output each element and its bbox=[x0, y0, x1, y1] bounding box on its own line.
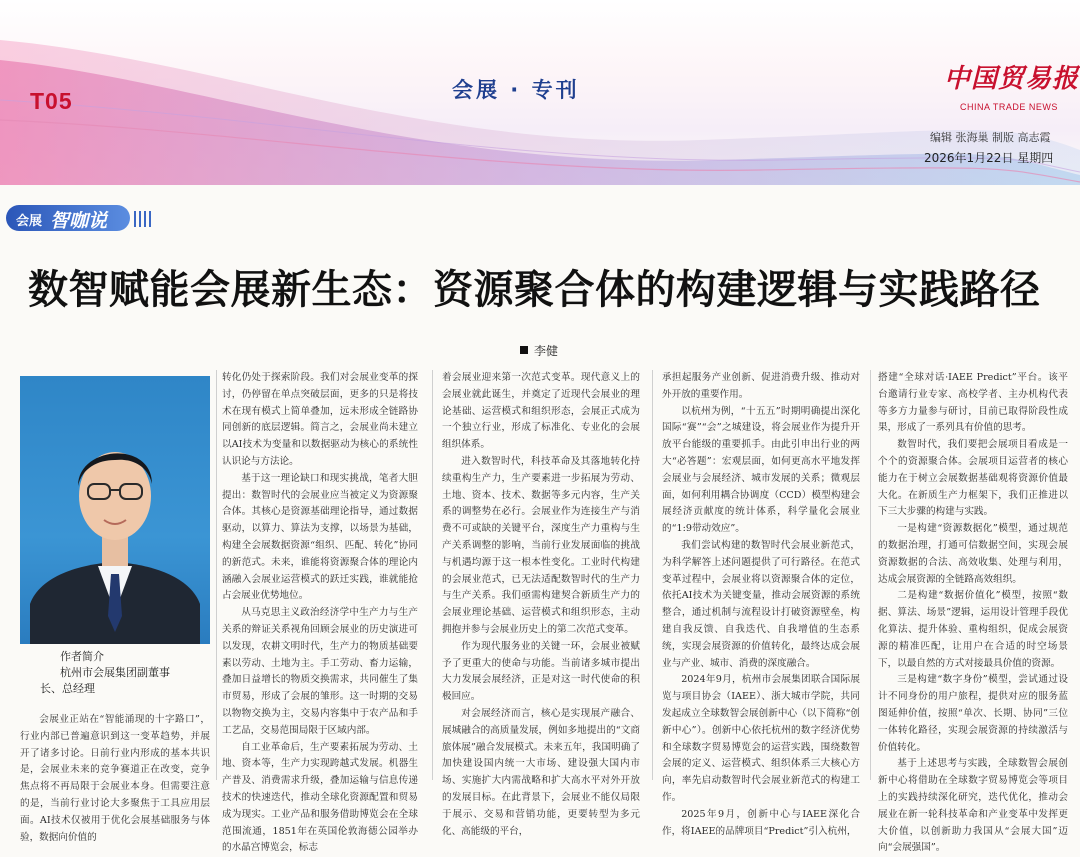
page-number: T05 bbox=[30, 88, 73, 114]
bio-title: 作者简介 bbox=[60, 650, 104, 663]
author-bio bbox=[20, 644, 210, 700]
paragraph: 进入数智时代，科技革命及其落地转化持续重构生产力，生产要素进一步拓展为劳动、土地、资本、技术、数据等多元内容，生产关系的调整势在必行。会展业作为连接生产与消费不可或缺的关键平台，深度生产力重构与生产关系调整的影响，当前行业发展面临的挑战与机遇均源于这一根本性变化。工业时代构建的会展业范式，已无法适配数智时代的生产力与生产关系。我们亟需构建契合新质生产力的会展业理论基础、运营模式和组织形态，主动拥抱并参与会展业历史上的第二次范式变革。 bbox=[442, 455, 640, 635]
header-band bbox=[0, 0, 1080, 185]
article-byline bbox=[520, 342, 558, 359]
paragraph: 二是构建“数据价值化”模型，按照“数据、算法、场景”逻辑，运用设计管理手段优化算法、提升体验、重构组织，促成会展资源的精准匹配，让用户在合适的时空场景下，以最自然的方式对接最具价值的资源。 bbox=[878, 590, 1068, 669]
article-headline: 数智赋能会展新生态：资源聚合体的构建逻辑与实践路径 bbox=[28, 267, 1041, 313]
portrait-illustration bbox=[20, 376, 210, 644]
section-title: 会展 · 专刊 bbox=[452, 78, 580, 102]
paragraph: 转化仍处于探索阶段。我们对会展业变革的探讨，仍停留在单点突破层面，更多的只是将技术在现有模式上简单叠加，远未形成全链路协同创新的底层逻辑。简言之，会展业尚未建立以AI技术为变量和以数据驱动为核心的系统性认识论与方法论。 bbox=[222, 372, 418, 467]
paragraph: 基于这一理论缺口和现实挑战，笔者大胆提出：数智时代的会展业应当被定义为资源聚合体。其核心是资源基础理论指导，通过数据驱动，以算力、算法为支撑，以场景为基础，构建全会展数据资源“组织、匹配、转化”协同的新范式。未来，谁能将资源聚合体的理论内涵融入会展业运营模式的跃迁实践，谁就能抢占会展业优势地位。 bbox=[222, 472, 418, 602]
paragraph: 基于上述思考与实践，全球数智会展创新中心将借助在全球数字贸易博览会等项目上的实践持续深化研究，迭代优化，推动会展业在新一轮科技革命和产业变革中发挥更大价值，以创新助力我国从“会展大国”迈向“会展强国”。 bbox=[878, 758, 1068, 854]
byline-square-icon bbox=[520, 346, 528, 354]
paragraph: 以杭州为例，“十五五”时期明确提出深化国际“赛”“会”之城建设，将会展业作为提升开放平台能级的重要抓手。由此引申出行业的两大“必答题”：宏观层面，如何更高水平地发挥会展业与会展经济、城市发展的关系；微观层面，如何利用耦合协调度（CCD）模型构建会展经济贡献度的统计体系，科学量化会展业的“1:9带动效应”。 bbox=[662, 405, 860, 535]
issue-date: 2026年1月22日 星期四 bbox=[924, 151, 1054, 165]
paragraph: 自工业革命后，生产要素拓展为劳动、土地、资本等，生产力实现跨越式发展。机器生产普及、消费需求升级，叠加运输与信息传递技术的快速迭代，推动全球化资源配置和贸易成为现实。工业产品和服务借助博览会在全球范围流通，1851年在英国伦敦海德公园举办的水晶宫博览会，标志 bbox=[222, 741, 418, 854]
paragraph: 作为现代服务业的关键一环，会展业被赋予了更重大的使命与功能。当前诸多城市提出大力发展会展经济，正是对这一时代使命的积极回应。 bbox=[442, 640, 640, 703]
article-column-2 bbox=[222, 370, 418, 854]
author-photo bbox=[20, 376, 210, 644]
paragraph: 搭建“全球对话·IAEE Predict”平台。该平台邀请行业专家、高校学者、主办机构代表等多方力量参与研讨，目前已取得阶段性成果，形成了一系列具有价值的思考。 bbox=[878, 372, 1068, 434]
newspaper-logo: 中国贸易报 bbox=[944, 64, 1080, 94]
paragraph: 承担起服务产业创新、促进消费升级、推动对外开放的重要作用。 bbox=[662, 372, 860, 400]
column-badge bbox=[6, 205, 156, 231]
article-column-1 bbox=[20, 712, 210, 843]
author-name: 李健 bbox=[534, 344, 559, 358]
paragraph: 会展业正站在“智能涌现的十字路口”，行业内部已普遍意识到这一变革趋势，并展开了诸多讨论。日前行业内形成的基本共识是，会展业未来的竞争赛道正在改变，竞争焦点将不再局限于会展业本身。但需要注意的是，当前行业讨论大多聚焦于工具应用层面。AI技术仅被用于优化会展基础服务与体验，数据向价值的 bbox=[20, 714, 210, 843]
column-badge-title: 智咖说 bbox=[50, 210, 108, 232]
editor-credits: 编辑 张海巢 制版 高志霞 bbox=[930, 131, 1051, 144]
paragraph: 数智时代，我们要把会展项目看成是一个个的资源聚合体。会展项目运营者的核心能力在于树立会展数据基础观将资源价值最大化。在新质生产力框架下，我们正推进以下三大步骤的构建与实践。 bbox=[878, 439, 1068, 518]
paragraph: 对会展经济而言，核心是实现展产融合、展城融合的高质量发展，例如多地提出的“文商旅体展”融合发展模式。未来五年，我国明确了加快建设国内统一大市场、建设强大国内市场、实施扩大内需战略和扩大高水平对外开放的发展目标。在此背景下，会展业不能仅局限于展示、交易和营销功能，更要转型为多元化、高能级的平台， bbox=[442, 707, 640, 837]
column-divider bbox=[216, 370, 217, 780]
paragraph: 2025年9月，创新中心与IAEE深化合作，将IAEE的品牌项目“Predict”引入杭州， bbox=[662, 808, 860, 837]
paragraph: 2024年9月，杭州市会展集团联合国际展览与项目协会（IAEE）、浙大城市学院，共同发起成立全球数智会展创新中心（以下简称“创新中心”）。创新中心依托杭州的数字经济优势和全球数字贸易博览会的运营实践，围绕数智会展的定义、运营模式、组织体系三大核心方向，率先启动数智时代会展业新范式的构建工作。 bbox=[662, 674, 860, 803]
bio-text-line-2: 长、总经理 bbox=[40, 682, 95, 695]
column-divider bbox=[870, 370, 871, 780]
column-badge-bars-decoration bbox=[134, 211, 154, 227]
paragraph: 我们尝试构建的数智时代会展业新范式，为科学解答上述问题提供了可行路径。在范式变革过程中，会展业将以资源聚合体的定位，依托AI技术为关键变量，推动会展资源的系统整合，通过机制与流程设计打破资源壁垒，构建自我反馈、自我迭代、自我增值的生态系统，实现会展资源的价值转化，最终达成会展业与产业、城市、消费的深度融合。 bbox=[662, 539, 860, 669]
column-divider bbox=[652, 370, 653, 780]
paragraph: 从马克思主义政治经济学中生产力与生产关系的辩证关系视角回顾会展业的历史演进可以发现，农耕文明时代，生产力的物质基础要素以劳动、土地为主。手工劳动、畜力运输，叠加日益增长的物质交换需求，共同催生了集市贸易，形成了会展的雏形。这一时期的交易以物物交换为主，交易内容集中于农产品和手工艺品，交易范围局限于区域内部。 bbox=[222, 607, 418, 736]
paragraph: 三是构建“数字身份”模型，尝试通过设计不同身份的用户旅程，提供对应的服务蓝图延伸价值，按照“单次、长期、协同”三位一体转化路径，实现会展资源的持续激活与价值转化。 bbox=[878, 674, 1068, 753]
newspaper-logo-english: CHINA TRADE NEWS bbox=[960, 102, 1058, 112]
paragraph: 一是构建“资源数据化”模型，通过规范的数据治理，打通可信数据空间，实现会展资源数据的合法、高效收集、处理与利用，达成会展资源的全链路高效组织。 bbox=[878, 523, 1068, 585]
article-column-5 bbox=[878, 370, 1068, 854]
paragraph: 着会展业迎来第一次范式变革。现代意义上的会展业就此诞生，并奠定了近现代会展业的理论基础、运营模式和组织形态，会展正式成为一个独立行业，形成了标准化、专业化的会展组织体系。 bbox=[442, 372, 640, 451]
bio-text-line-1: 杭州市会展集团副董事 bbox=[60, 666, 170, 679]
column-badge-small-label: 会展 bbox=[16, 214, 43, 229]
article-column-3 bbox=[442, 370, 640, 837]
column-divider bbox=[432, 370, 433, 780]
article-column-4 bbox=[662, 370, 860, 837]
